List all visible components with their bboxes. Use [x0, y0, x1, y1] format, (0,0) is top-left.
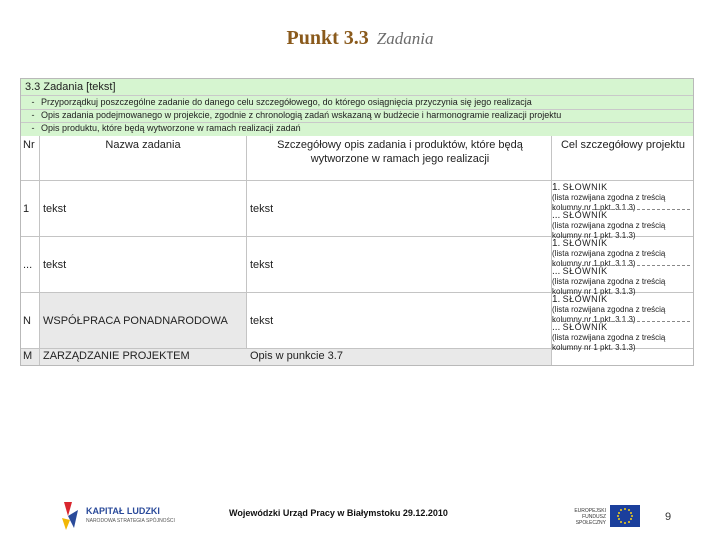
goal-cell [552, 322, 692, 352]
bullet-marker: - [31, 123, 35, 133]
row-desc: Opis w punkcie 3.7 [250, 350, 343, 362]
goal-cell [552, 266, 692, 296]
instruction-text: Opis zadania podejmowanego w projekcie, zgodnie z chronologią zadań wskazaną w budżecie i harmonogramie realizacji projektu [41, 110, 562, 120]
form-sheet [20, 78, 694, 366]
grid-line [21, 180, 693, 181]
row-name: tekst [43, 203, 67, 215]
row-name: tekst [43, 259, 67, 271]
instruction-item [25, 123, 301, 133]
goal-line: 1. SŁOWNIK [552, 294, 608, 305]
kapital-ludzki-mark-icon [60, 500, 82, 532]
header-goal: Cel szczegółowy projektu [560, 139, 686, 151]
section-heading: 3.3 Zadania [tekst] [25, 81, 116, 93]
logo-tagline: NARODOWA STRATEGIA SPÓJNOŚCI [86, 518, 175, 524]
goal-line: 1. SŁOWNIK [552, 182, 608, 193]
row-desc: tekst [250, 259, 274, 271]
instruction-text: Opis produktu, które będą wytworzone w ramach realizacji zadań [41, 123, 301, 133]
goal-note: (lista rozwijana zgodna z treścią kolumny nr 1 pkt. 3.1.3) [552, 333, 666, 352]
header-nr: Nr [23, 139, 35, 151]
row-nr: M [23, 350, 33, 362]
grid-line [246, 136, 247, 348]
kapital-ludzki-logo [60, 500, 175, 534]
title-sub: Zadania [376, 29, 434, 48]
row-nr: N [23, 315, 31, 327]
goal-cell [552, 210, 692, 240]
eu-stars-icon [610, 505, 640, 527]
goal-line: ... SŁOWNIK [552, 322, 608, 333]
logo-name: KAPITAŁ LUDZKI [86, 506, 160, 516]
goal-note: (lista rozwijana zgodna z treścią kolumny nr 1 pkt. 3.1.3) [552, 249, 666, 268]
goal-note: (lista rozwijana zgodna z treścią kolumny nr 1 pkt. 3.1.3) [552, 305, 666, 324]
slide-title [0, 27, 720, 50]
instruction-item [25, 110, 561, 120]
goal-line: 1. SŁOWNIK [552, 238, 608, 249]
instruction-text: Przyporządkuj poszczególne zadanie do danego celu szczegółowego, do którego osiągnięcia przyczynia się jego realizacja [41, 97, 532, 107]
title-main: Punkt 3.3 [286, 27, 369, 49]
row-desc: tekst [250, 315, 274, 327]
page-number: 9 [665, 511, 672, 523]
grid-line [39, 136, 40, 365]
header-name: Nazwa zadania [105, 139, 181, 151]
goal-note: (lista rozwijana zgodna z treścią kolumny nr 1 pkt. 3.1.3) [552, 221, 666, 240]
bullet-marker: - [31, 97, 35, 107]
row-name: WSPÓŁPRACA PONADNARODOWA [43, 315, 228, 327]
row-nr: ... [23, 259, 33, 271]
row-desc: tekst [250, 203, 274, 215]
instruction-band [21, 79, 693, 136]
goal-line: ... SŁOWNIK [552, 266, 608, 277]
bullet-marker: - [31, 110, 35, 120]
eu-flag-icon [610, 505, 640, 527]
footer-text: Wojewódzki Urząd Pracy w Białymstoku 29.12.2010 [229, 508, 448, 518]
instruction-item [25, 97, 532, 107]
row-nr: 1 [23, 203, 30, 215]
goal-note: (lista rozwijana zgodna z treścią kolumny nr 1 pkt. 3.1.3) [552, 277, 666, 296]
row-name: ZARZĄDZANIE PROJEKTEM [43, 350, 190, 362]
eu-fund-label: EUROPEJSKI FUNDUSZ SPOŁECZNY [574, 508, 606, 526]
divider [21, 95, 693, 96]
goal-line: ... SŁOWNIK [552, 210, 608, 221]
goal-note: (lista rozwijana zgodna z treścią kolumny nr 1 pkt. 3.1.3) [552, 193, 666, 212]
header-desc: Szczegółowy opis zadania i produktów, które będą wytworzone w ramach jego realizacji [277, 139, 523, 165]
